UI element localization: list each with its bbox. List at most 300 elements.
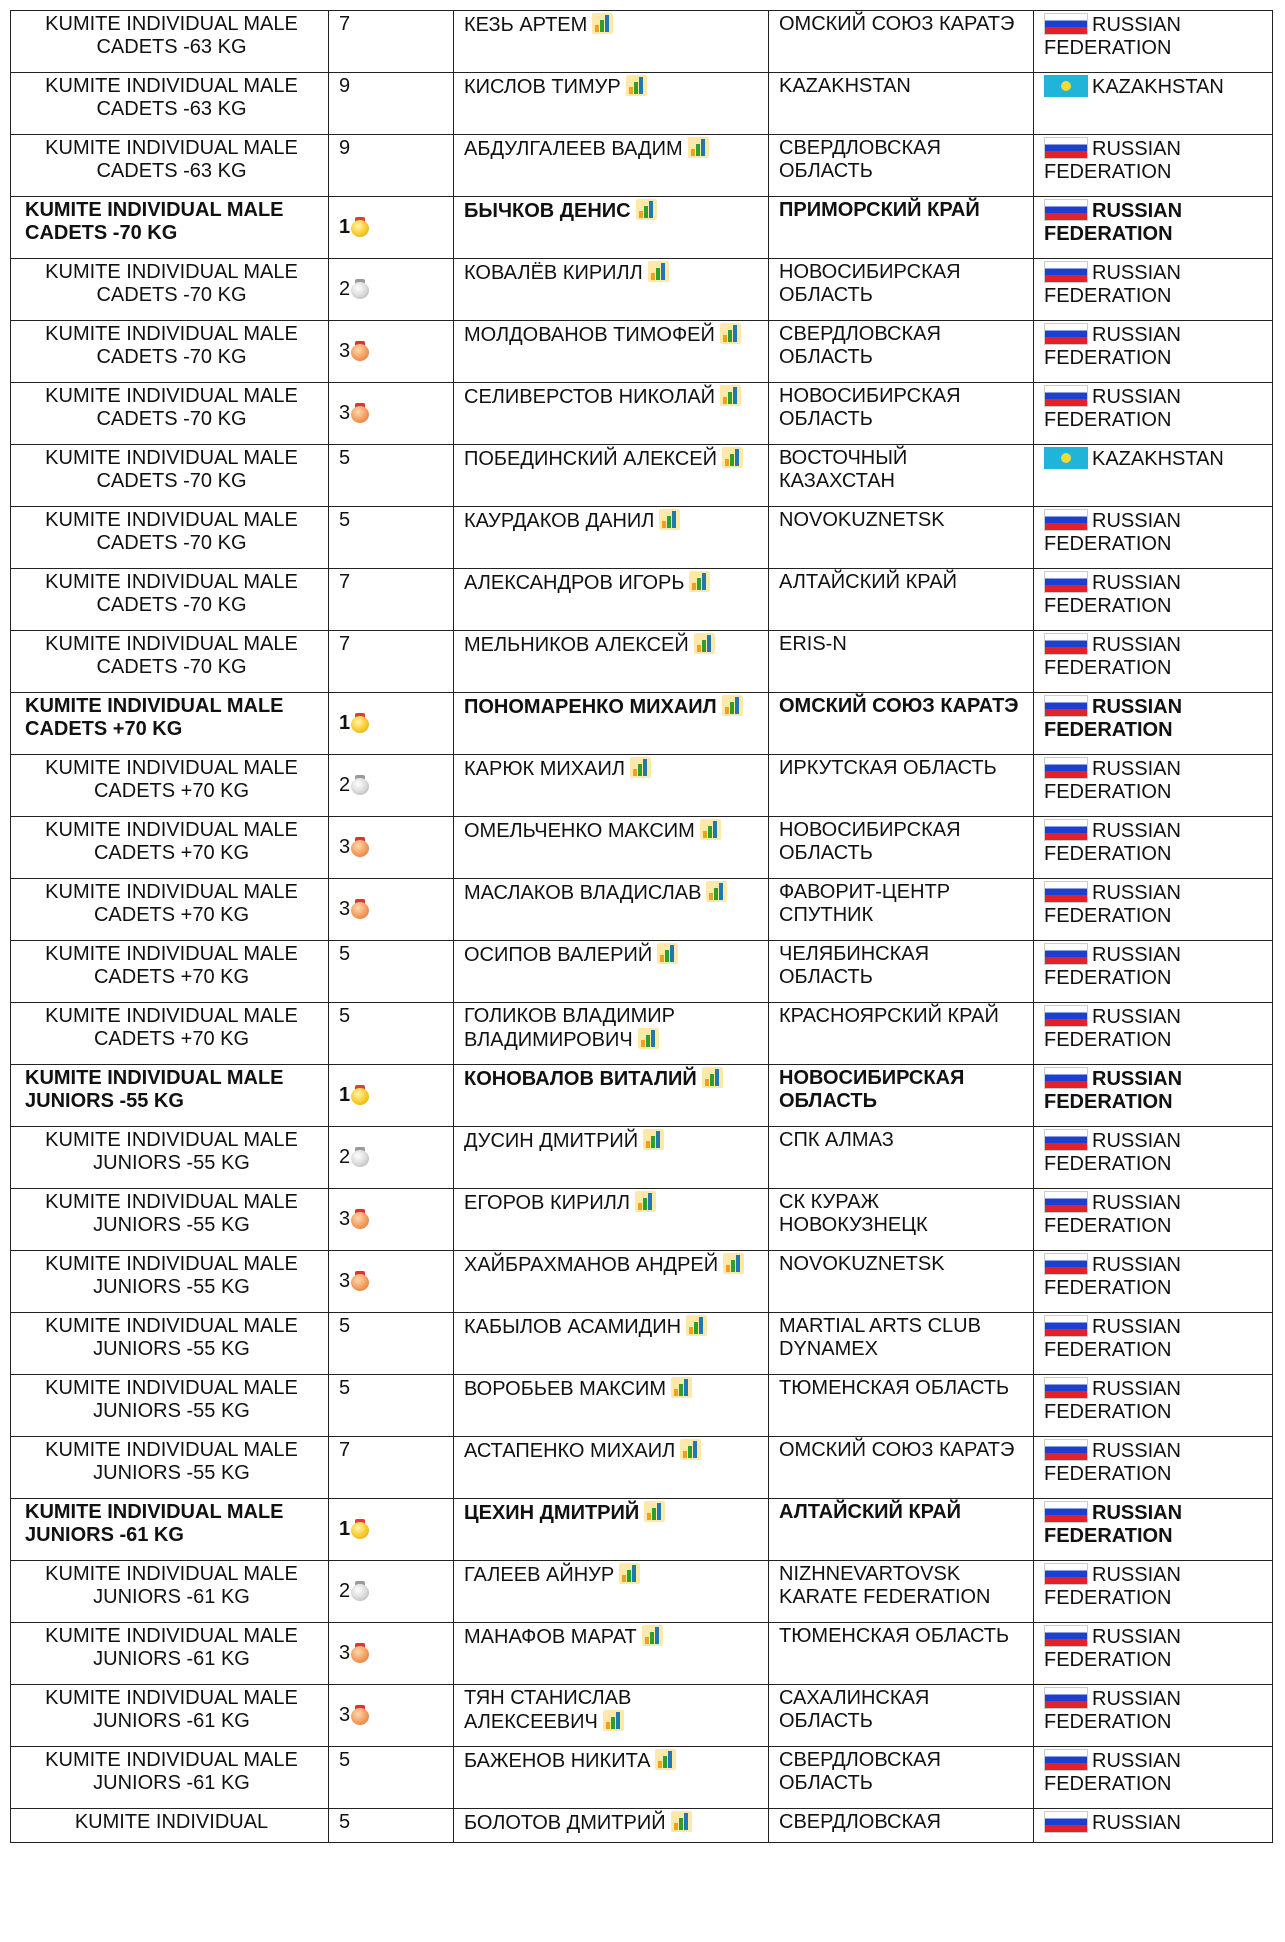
athlete-name-link[interactable]: ЦЕХИН ДМИТРИЙ	[464, 1502, 640, 1524]
silver-medal-icon	[351, 1147, 369, 1167]
category-cell: KUMITE INDIVIDUAL MALE CADETS -70 KG	[11, 197, 329, 259]
gold-medal-icon	[351, 713, 369, 733]
gold-medal-icon	[351, 217, 369, 237]
category-cell: KUMITE INDIVIDUAL MALE CADETS -70 KG	[11, 507, 329, 569]
russia-flag-icon	[1044, 1501, 1088, 1523]
country-name: RUSSIAN FEDERATION	[1044, 1192, 1181, 1237]
athlete-cell	[454, 1623, 769, 1685]
club-cell: ВОСТОЧНЫЙ КАЗАХСТАН	[769, 445, 1034, 507]
stats-bar-icon[interactable]	[635, 1191, 656, 1212]
stats-bar-icon[interactable]	[686, 1315, 707, 1336]
club-cell: НОВОСИБИРСКАЯ ОБЛАСТЬ	[769, 1065, 1034, 1127]
country-cell	[1034, 1003, 1273, 1065]
place-number: 1	[339, 215, 351, 238]
club-cell: ОМСКИЙ СОЮЗ КАРАТЭ	[769, 693, 1034, 755]
club-cell: НОВОСИБИРСКАЯ ОБЛАСТЬ	[769, 817, 1034, 879]
country-name: RUSSIAN FEDERATION	[1044, 1626, 1181, 1671]
russia-flag-icon	[1044, 757, 1088, 779]
place-cell	[329, 1313, 454, 1375]
category-cell: KUMITE INDIVIDUAL MALE JUNIORS -61 KG	[11, 1623, 329, 1685]
country-cell	[1034, 1561, 1273, 1623]
club-cell: ОМСКИЙ СОЮЗ КАРАТЭ	[769, 1437, 1034, 1499]
place-number: 3	[339, 897, 351, 920]
category-cell: KUMITE INDIVIDUAL MALE CADETS -70 KG	[11, 259, 329, 321]
bronze-medal-icon	[351, 899, 369, 919]
club-cell: СПК АЛМАЗ	[769, 1127, 1034, 1189]
place-number: 5	[339, 447, 351, 469]
bronze-medal-icon	[351, 1705, 369, 1725]
category-cell: KUMITE INDIVIDUAL MALE CADETS -63 KG	[11, 11, 329, 73]
athlete-cell	[454, 1437, 769, 1499]
country-cell	[1034, 507, 1273, 569]
table-row	[11, 631, 1273, 693]
bronze-medal-icon	[351, 403, 369, 423]
club-cell: ИРКУТСКАЯ ОБЛАСТЬ	[769, 755, 1034, 817]
category-cell: KUMITE INDIVIDUAL MALE JUNIORS -61 KG	[11, 1561, 329, 1623]
place-number: 5	[339, 1749, 351, 1771]
table-row	[11, 321, 1273, 383]
russia-flag-icon	[1044, 881, 1088, 903]
place-number: 2	[339, 1145, 351, 1168]
place-number: 5	[339, 1315, 351, 1337]
club-cell: NOVOKUZNETSK	[769, 507, 1034, 569]
country-cell	[1034, 1623, 1273, 1685]
place-number: 7	[339, 571, 351, 593]
bronze-medal-icon	[351, 1209, 369, 1229]
russia-flag-icon	[1044, 1749, 1088, 1771]
category-cell: KUMITE INDIVIDUAL MALE JUNIORS -55 KG	[11, 1189, 329, 1251]
country-name: RUSSIAN FEDERATION	[1044, 634, 1181, 679]
russia-flag-icon	[1044, 199, 1088, 221]
place-number: 7	[339, 1439, 351, 1461]
stats-bar-icon[interactable]	[592, 13, 613, 34]
stats-bar-icon[interactable]	[680, 1439, 701, 1460]
place-cell	[329, 755, 454, 817]
athlete-cell	[454, 1375, 769, 1437]
table-row	[11, 1251, 1273, 1313]
athlete-name-link[interactable]: АСТАПЕНКО МИХАИЛ	[464, 1440, 676, 1462]
country-cell	[1034, 73, 1273, 135]
table-row	[11, 1685, 1273, 1747]
country-name: KAZAKHSTAN	[1092, 76, 1224, 98]
stats-bar-icon[interactable]	[671, 1377, 692, 1398]
club-cell: ТЮМЕНСКАЯ ОБЛАСТЬ	[769, 1623, 1034, 1685]
place-number: 3	[339, 401, 351, 424]
place-number: 2	[339, 1579, 351, 1602]
country-name: RUSSIAN FEDERATION	[1044, 1006, 1181, 1051]
athlete-name-link[interactable]: БАЖЕНОВ НИКИТА	[464, 1750, 651, 1772]
place-cell	[329, 1065, 454, 1127]
category-cell: KUMITE INDIVIDUAL MALE JUNIORS -55 KG	[11, 1065, 329, 1127]
country-name: RUSSIAN FEDERATION	[1044, 696, 1183, 741]
athlete-cell	[454, 135, 769, 197]
athlete-name-link[interactable]: КОНОВАЛОВ ВИТАЛИЙ	[464, 1068, 697, 1090]
athlete-name-link[interactable]: БОЛОТОВ ДМИТРИЙ	[464, 1812, 666, 1834]
stats-bar-icon[interactable]	[643, 1129, 664, 1150]
country-name: RUSSIAN FEDERATION	[1044, 386, 1181, 431]
russia-flag-icon	[1044, 1377, 1088, 1399]
country-cell	[1034, 383, 1273, 445]
stats-bar-icon[interactable]	[659, 509, 680, 530]
country-name: RUSSIAN FEDERATION	[1044, 324, 1181, 369]
athlete-name-link[interactable]: МЕЛЬНИКОВ АЛЕКСЕЙ	[464, 634, 689, 656]
country-cell	[1034, 1065, 1273, 1127]
bronze-medal-icon	[351, 341, 369, 361]
table-row	[11, 1127, 1273, 1189]
place-cell	[329, 693, 454, 755]
place-number: 5	[339, 1005, 351, 1027]
athlete-cell	[454, 321, 769, 383]
country-cell	[1034, 1499, 1273, 1561]
russia-flag-icon	[1044, 1005, 1088, 1027]
stats-bar-icon[interactable]	[706, 881, 727, 902]
stats-bar-icon[interactable]	[702, 1067, 723, 1088]
place-number: 2	[339, 773, 351, 796]
athlete-cell	[454, 1313, 769, 1375]
table-row	[11, 1437, 1273, 1499]
place-number: 1	[339, 711, 351, 734]
athlete-name-link[interactable]: ГОЛИКОВ ВЛАДИМИР ВЛАДИМИРОВИЧ	[464, 1005, 675, 1051]
country-cell	[1034, 197, 1273, 259]
place-cell	[329, 1685, 454, 1747]
silver-medal-icon	[351, 775, 369, 795]
stats-bar-icon[interactable]	[626, 75, 647, 96]
stats-bar-icon[interactable]	[603, 1710, 624, 1731]
place-number: 1	[339, 1517, 351, 1540]
athlete-name-link[interactable]: ОМЕЛЬЧЕНКО МАКСИМ	[464, 820, 695, 842]
athlete-name-link[interactable]: АБДУЛГАЛЕЕВ ВАДИМ	[464, 138, 683, 160]
country-name: RUSSIAN FEDERATION	[1044, 1130, 1181, 1175]
bronze-medal-icon	[351, 1271, 369, 1291]
place-number: 2	[339, 277, 351, 300]
athlete-cell	[454, 507, 769, 569]
table-row	[11, 11, 1273, 73]
club-cell: АЛТАЙСКИЙ КРАЙ	[769, 569, 1034, 631]
athlete-cell	[454, 383, 769, 445]
athlete-name-link[interactable]: ДУСИН ДМИТРИЙ	[464, 1130, 639, 1152]
kazakhstan-flag-icon	[1044, 447, 1088, 469]
athlete-name-link[interactable]: КАРЮК МИХАИЛ	[464, 758, 625, 780]
place-cell	[329, 11, 454, 73]
stats-bar-icon[interactable]	[636, 199, 657, 220]
place-number: 7	[339, 633, 351, 655]
category-cell: KUMITE INDIVIDUAL MALE JUNIORS -55 KG	[11, 1127, 329, 1189]
country-cell	[1034, 1189, 1273, 1251]
category-cell: KUMITE INDIVIDUAL MALE JUNIORS -55 KG	[11, 1375, 329, 1437]
table-row	[11, 1623, 1273, 1685]
athlete-name-link[interactable]: КОВАЛЁВ КИРИЛЛ	[464, 262, 643, 284]
athlete-cell	[454, 941, 769, 1003]
club-cell: ПРИМОРСКИЙ КРАЙ	[769, 197, 1034, 259]
country-cell	[1034, 1127, 1273, 1189]
place-cell	[329, 941, 454, 1003]
club-cell: СВЕРДЛОВСКАЯ ОБЛАСТЬ	[769, 321, 1034, 383]
table-row	[11, 73, 1273, 135]
athlete-cell	[454, 1685, 769, 1747]
russia-flag-icon	[1044, 1253, 1088, 1275]
results-table	[10, 10, 1273, 1843]
athlete-name-link[interactable]: КАУРДАКОВ ДАНИЛ	[464, 510, 655, 532]
russia-flag-icon	[1044, 695, 1088, 717]
country-name: RUSSIAN FEDERATION	[1044, 1316, 1181, 1361]
club-cell: ЧЕЛЯБИНСКАЯ ОБЛАСТЬ	[769, 941, 1034, 1003]
russia-flag-icon	[1044, 819, 1088, 841]
country-name: RUSSIAN FEDERATION	[1044, 1254, 1181, 1299]
country-name: RUSSIAN FEDERATION	[1044, 944, 1181, 989]
athlete-cell	[454, 1499, 769, 1561]
place-cell	[329, 1127, 454, 1189]
country-cell	[1034, 879, 1273, 941]
stats-bar-icon[interactable]	[723, 1253, 744, 1274]
athlete-cell	[454, 11, 769, 73]
country-name: RUSSIAN FEDERATION	[1044, 14, 1181, 59]
athlete-name-link[interactable]: МАНАФОВ МАРАТ	[464, 1626, 637, 1648]
country-cell	[1034, 631, 1273, 693]
silver-medal-icon	[351, 279, 369, 299]
table-row	[11, 755, 1273, 817]
athlete-name-link[interactable]: ХАЙБРАХМАНОВ АНДРЕЙ	[464, 1254, 719, 1276]
place-cell	[329, 1003, 454, 1065]
stats-bar-icon[interactable]	[655, 1749, 676, 1770]
athlete-name-link[interactable]: МОЛДОВАНОВ ТИМОФЕЙ	[464, 324, 715, 346]
athlete-name-link[interactable]: ПОБЕДИНСКИЙ АЛЕКСЕЙ	[464, 448, 717, 470]
athlete-name-link[interactable]: ГАЛЕЕВ АЙНУР	[464, 1564, 615, 1586]
russia-flag-icon	[1044, 13, 1088, 35]
place-number: 1	[339, 1083, 351, 1106]
place-cell	[329, 259, 454, 321]
category-cell: KUMITE INDIVIDUAL MALE CADETS -70 KG	[11, 445, 329, 507]
place-cell	[329, 321, 454, 383]
stats-bar-icon[interactable]	[689, 571, 710, 592]
table-row	[11, 693, 1273, 755]
stats-bar-icon[interactable]	[671, 1811, 692, 1832]
place-cell	[329, 383, 454, 445]
place-cell	[329, 135, 454, 197]
stats-bar-icon[interactable]	[648, 261, 669, 282]
stats-bar-icon[interactable]	[720, 323, 741, 344]
category-cell: KUMITE INDIVIDUAL MALE CADETS +70 KG	[11, 693, 329, 755]
club-cell: СК КУРАЖ НОВОКУЗНЕЦК	[769, 1189, 1034, 1251]
table-row	[11, 1809, 1273, 1843]
place-cell	[329, 507, 454, 569]
russia-flag-icon	[1044, 1191, 1088, 1213]
athlete-name-link[interactable]: ЕГОРОВ КИРИЛЛ	[464, 1192, 630, 1214]
gold-medal-icon	[351, 1519, 369, 1539]
country-name: RUSSIAN FEDERATION	[1044, 1688, 1181, 1733]
place-cell	[329, 1747, 454, 1809]
category-cell: KUMITE INDIVIDUAL MALE CADETS -70 KG	[11, 321, 329, 383]
table-row	[11, 1065, 1273, 1127]
stats-bar-icon[interactable]	[657, 943, 678, 964]
stats-bar-icon[interactable]	[720, 385, 741, 406]
stats-bar-icon[interactable]	[638, 1028, 659, 1049]
country-name: RUSSIAN FEDERATION	[1044, 572, 1181, 617]
athlete-cell	[454, 1251, 769, 1313]
table-row	[11, 197, 1273, 259]
russia-flag-icon	[1044, 1625, 1088, 1647]
place-cell	[329, 1375, 454, 1437]
place-number: 3	[339, 1703, 351, 1726]
russia-flag-icon	[1044, 633, 1088, 655]
stats-bar-icon[interactable]	[722, 695, 743, 716]
club-cell: АЛТАЙСКИЙ КРАЙ	[769, 1499, 1034, 1561]
russia-flag-icon	[1044, 509, 1088, 531]
place-number: 3	[339, 835, 351, 858]
athlete-cell	[454, 1127, 769, 1189]
place-number: 5	[339, 943, 351, 965]
country-cell	[1034, 941, 1273, 1003]
country-cell	[1034, 1809, 1273, 1843]
category-cell: KUMITE INDIVIDUAL MALE JUNIORS -61 KG	[11, 1499, 329, 1561]
category-cell: KUMITE INDIVIDUAL MALE JUNIORS -61 KG	[11, 1685, 329, 1747]
athlete-name-link[interactable]: КАБЫЛОВ АСАМИДИН	[464, 1316, 682, 1338]
results-body	[11, 11, 1273, 1843]
table-row	[11, 569, 1273, 631]
stats-bar-icon[interactable]	[722, 447, 743, 468]
club-cell: NIZHNEVARTOVSK KARATE FEDERATION	[769, 1561, 1034, 1623]
table-row	[11, 1313, 1273, 1375]
place-number: 3	[339, 1269, 351, 1292]
athlete-name-link[interactable]: СЕЛИВЕРСТОВ НИКОЛАЙ	[464, 386, 716, 408]
place-number: 5	[339, 1811, 351, 1833]
russia-flag-icon	[1044, 943, 1088, 965]
place-number: 9	[339, 137, 351, 159]
athlete-name-link[interactable]: БЫЧКОВ ДЕНИС	[464, 200, 631, 222]
category-cell: KUMITE INDIVIDUAL	[11, 1809, 329, 1843]
place-cell	[329, 879, 454, 941]
place-cell	[329, 445, 454, 507]
place-cell	[329, 1623, 454, 1685]
category-cell: KUMITE INDIVIDUAL MALE CADETS -70 KG	[11, 383, 329, 445]
athlete-cell	[454, 1189, 769, 1251]
club-cell: СВЕРДЛОВСКАЯ ОБЛАСТЬ	[769, 135, 1034, 197]
country-cell	[1034, 755, 1273, 817]
country-name: RUSSIAN FEDERATION	[1044, 1378, 1181, 1423]
place-cell	[329, 1251, 454, 1313]
russia-flag-icon	[1044, 1067, 1088, 1089]
country-cell	[1034, 445, 1273, 507]
athlete-cell	[454, 1809, 769, 1843]
table-row	[11, 135, 1273, 197]
athlete-cell	[454, 693, 769, 755]
table-row	[11, 1561, 1273, 1623]
category-cell: KUMITE INDIVIDUAL MALE JUNIORS -55 KG	[11, 1251, 329, 1313]
athlete-cell	[454, 879, 769, 941]
place-cell	[329, 569, 454, 631]
category-cell: KUMITE INDIVIDUAL MALE CADETS -70 KG	[11, 569, 329, 631]
table-row	[11, 1375, 1273, 1437]
category-cell: KUMITE INDIVIDUAL MALE CADETS +70 KG	[11, 1003, 329, 1065]
russia-flag-icon	[1044, 385, 1088, 407]
table-row	[11, 1747, 1273, 1809]
athlete-name-link[interactable]: ТЯН СТАНИСЛАВ АЛЕКСЕЕВИЧ	[464, 1687, 632, 1733]
country-name: RUSSIAN FEDERATION	[1044, 1564, 1181, 1609]
table-row	[11, 445, 1273, 507]
country-cell	[1034, 1251, 1273, 1313]
table-row	[11, 383, 1273, 445]
athlete-cell	[454, 1003, 769, 1065]
place-cell	[329, 1809, 454, 1843]
place-cell	[329, 1189, 454, 1251]
russia-flag-icon	[1044, 323, 1088, 345]
table-row	[11, 879, 1273, 941]
place-number: 5	[339, 1377, 351, 1399]
country-cell	[1034, 259, 1273, 321]
place-number: 5	[339, 509, 351, 531]
silver-medal-icon	[351, 1581, 369, 1601]
place-number: 3	[339, 339, 351, 362]
place-cell	[329, 197, 454, 259]
country-cell	[1034, 1685, 1273, 1747]
athlete-name-link[interactable]: МАСЛАКОВ ВЛАДИСЛАВ	[464, 882, 702, 904]
athlete-cell	[454, 1065, 769, 1127]
country-name: RUSSIAN FEDERATION	[1044, 1750, 1181, 1795]
club-cell: КРАСНОЯРСКИЙ КРАЙ	[769, 1003, 1034, 1065]
bronze-medal-icon	[351, 837, 369, 857]
club-cell: MARTIAL ARTS CLUB DYNAMEX	[769, 1313, 1034, 1375]
place-cell	[329, 1437, 454, 1499]
table-row	[11, 941, 1273, 1003]
country-name: RUSSIAN FEDERATION	[1044, 510, 1181, 555]
place-number: 9	[339, 75, 351, 97]
athlete-cell	[454, 569, 769, 631]
table-row	[11, 817, 1273, 879]
category-cell: KUMITE INDIVIDUAL MALE JUNIORS -61 KG	[11, 1747, 329, 1809]
athlete-cell	[454, 259, 769, 321]
athlete-name-link[interactable]: ПОНОМАРЕНКО МИХАИЛ	[464, 696, 717, 718]
athlete-cell	[454, 755, 769, 817]
country-name: KAZAKHSTAN	[1092, 448, 1224, 470]
russia-flag-icon	[1044, 1687, 1088, 1709]
stats-bar-icon[interactable]	[644, 1501, 665, 1522]
country-name: RUSSIAN FEDERATION	[1044, 1502, 1183, 1547]
place-cell	[329, 1499, 454, 1561]
athlete-name-link[interactable]: АЛЕКСАНДРОВ ИГОРЬ	[464, 572, 685, 594]
country-name: RUSSIAN FEDERATION	[1044, 1068, 1183, 1113]
stats-bar-icon[interactable]	[694, 633, 715, 654]
club-cell: ОМСКИЙ СОЮЗ КАРАТЭ	[769, 11, 1034, 73]
athlete-cell	[454, 197, 769, 259]
stats-bar-icon[interactable]	[619, 1563, 640, 1584]
athlete-name-link[interactable]: КИСЛОВ ТИМУР	[464, 76, 621, 98]
stats-bar-icon[interactable]	[642, 1625, 663, 1646]
category-cell: KUMITE INDIVIDUAL MALE JUNIORS -55 KG	[11, 1313, 329, 1375]
athlete-cell	[454, 73, 769, 135]
athlete-name-link[interactable]: КЕЗЬ АРТЕМ	[464, 14, 588, 36]
category-cell: KUMITE INDIVIDUAL MALE CADETS +70 KG	[11, 941, 329, 1003]
stats-bar-icon[interactable]	[688, 137, 709, 158]
club-cell: ERIS-N	[769, 631, 1034, 693]
stats-bar-icon[interactable]	[700, 819, 721, 840]
place-number: 3	[339, 1641, 351, 1664]
stats-bar-icon[interactable]	[630, 757, 651, 778]
russia-flag-icon	[1044, 1129, 1088, 1151]
place-cell	[329, 631, 454, 693]
russia-flag-icon	[1044, 1811, 1088, 1833]
place-number: 3	[339, 1207, 351, 1230]
athlete-name-link[interactable]: ОСИПОВ ВАЛЕРИЙ	[464, 944, 653, 966]
club-cell: САХАЛИНСКАЯ ОБЛАСТЬ	[769, 1685, 1034, 1747]
category-cell: KUMITE INDIVIDUAL MALE CADETS +70 KG	[11, 755, 329, 817]
club-cell: СВЕРДЛОВСКАЯ	[769, 1809, 1034, 1843]
club-cell: НОВОСИБИРСКАЯ ОБЛАСТЬ	[769, 383, 1034, 445]
country-name: RUSSIAN FEDERATION	[1044, 758, 1181, 803]
country-name: RUSSIAN FEDERATION	[1044, 882, 1181, 927]
table-row	[11, 1499, 1273, 1561]
athlete-name-link[interactable]: ВОРОБЬЕВ МАКСИМ	[464, 1378, 667, 1400]
category-cell: KUMITE INDIVIDUAL MALE CADETS -63 KG	[11, 135, 329, 197]
russia-flag-icon	[1044, 1315, 1088, 1337]
